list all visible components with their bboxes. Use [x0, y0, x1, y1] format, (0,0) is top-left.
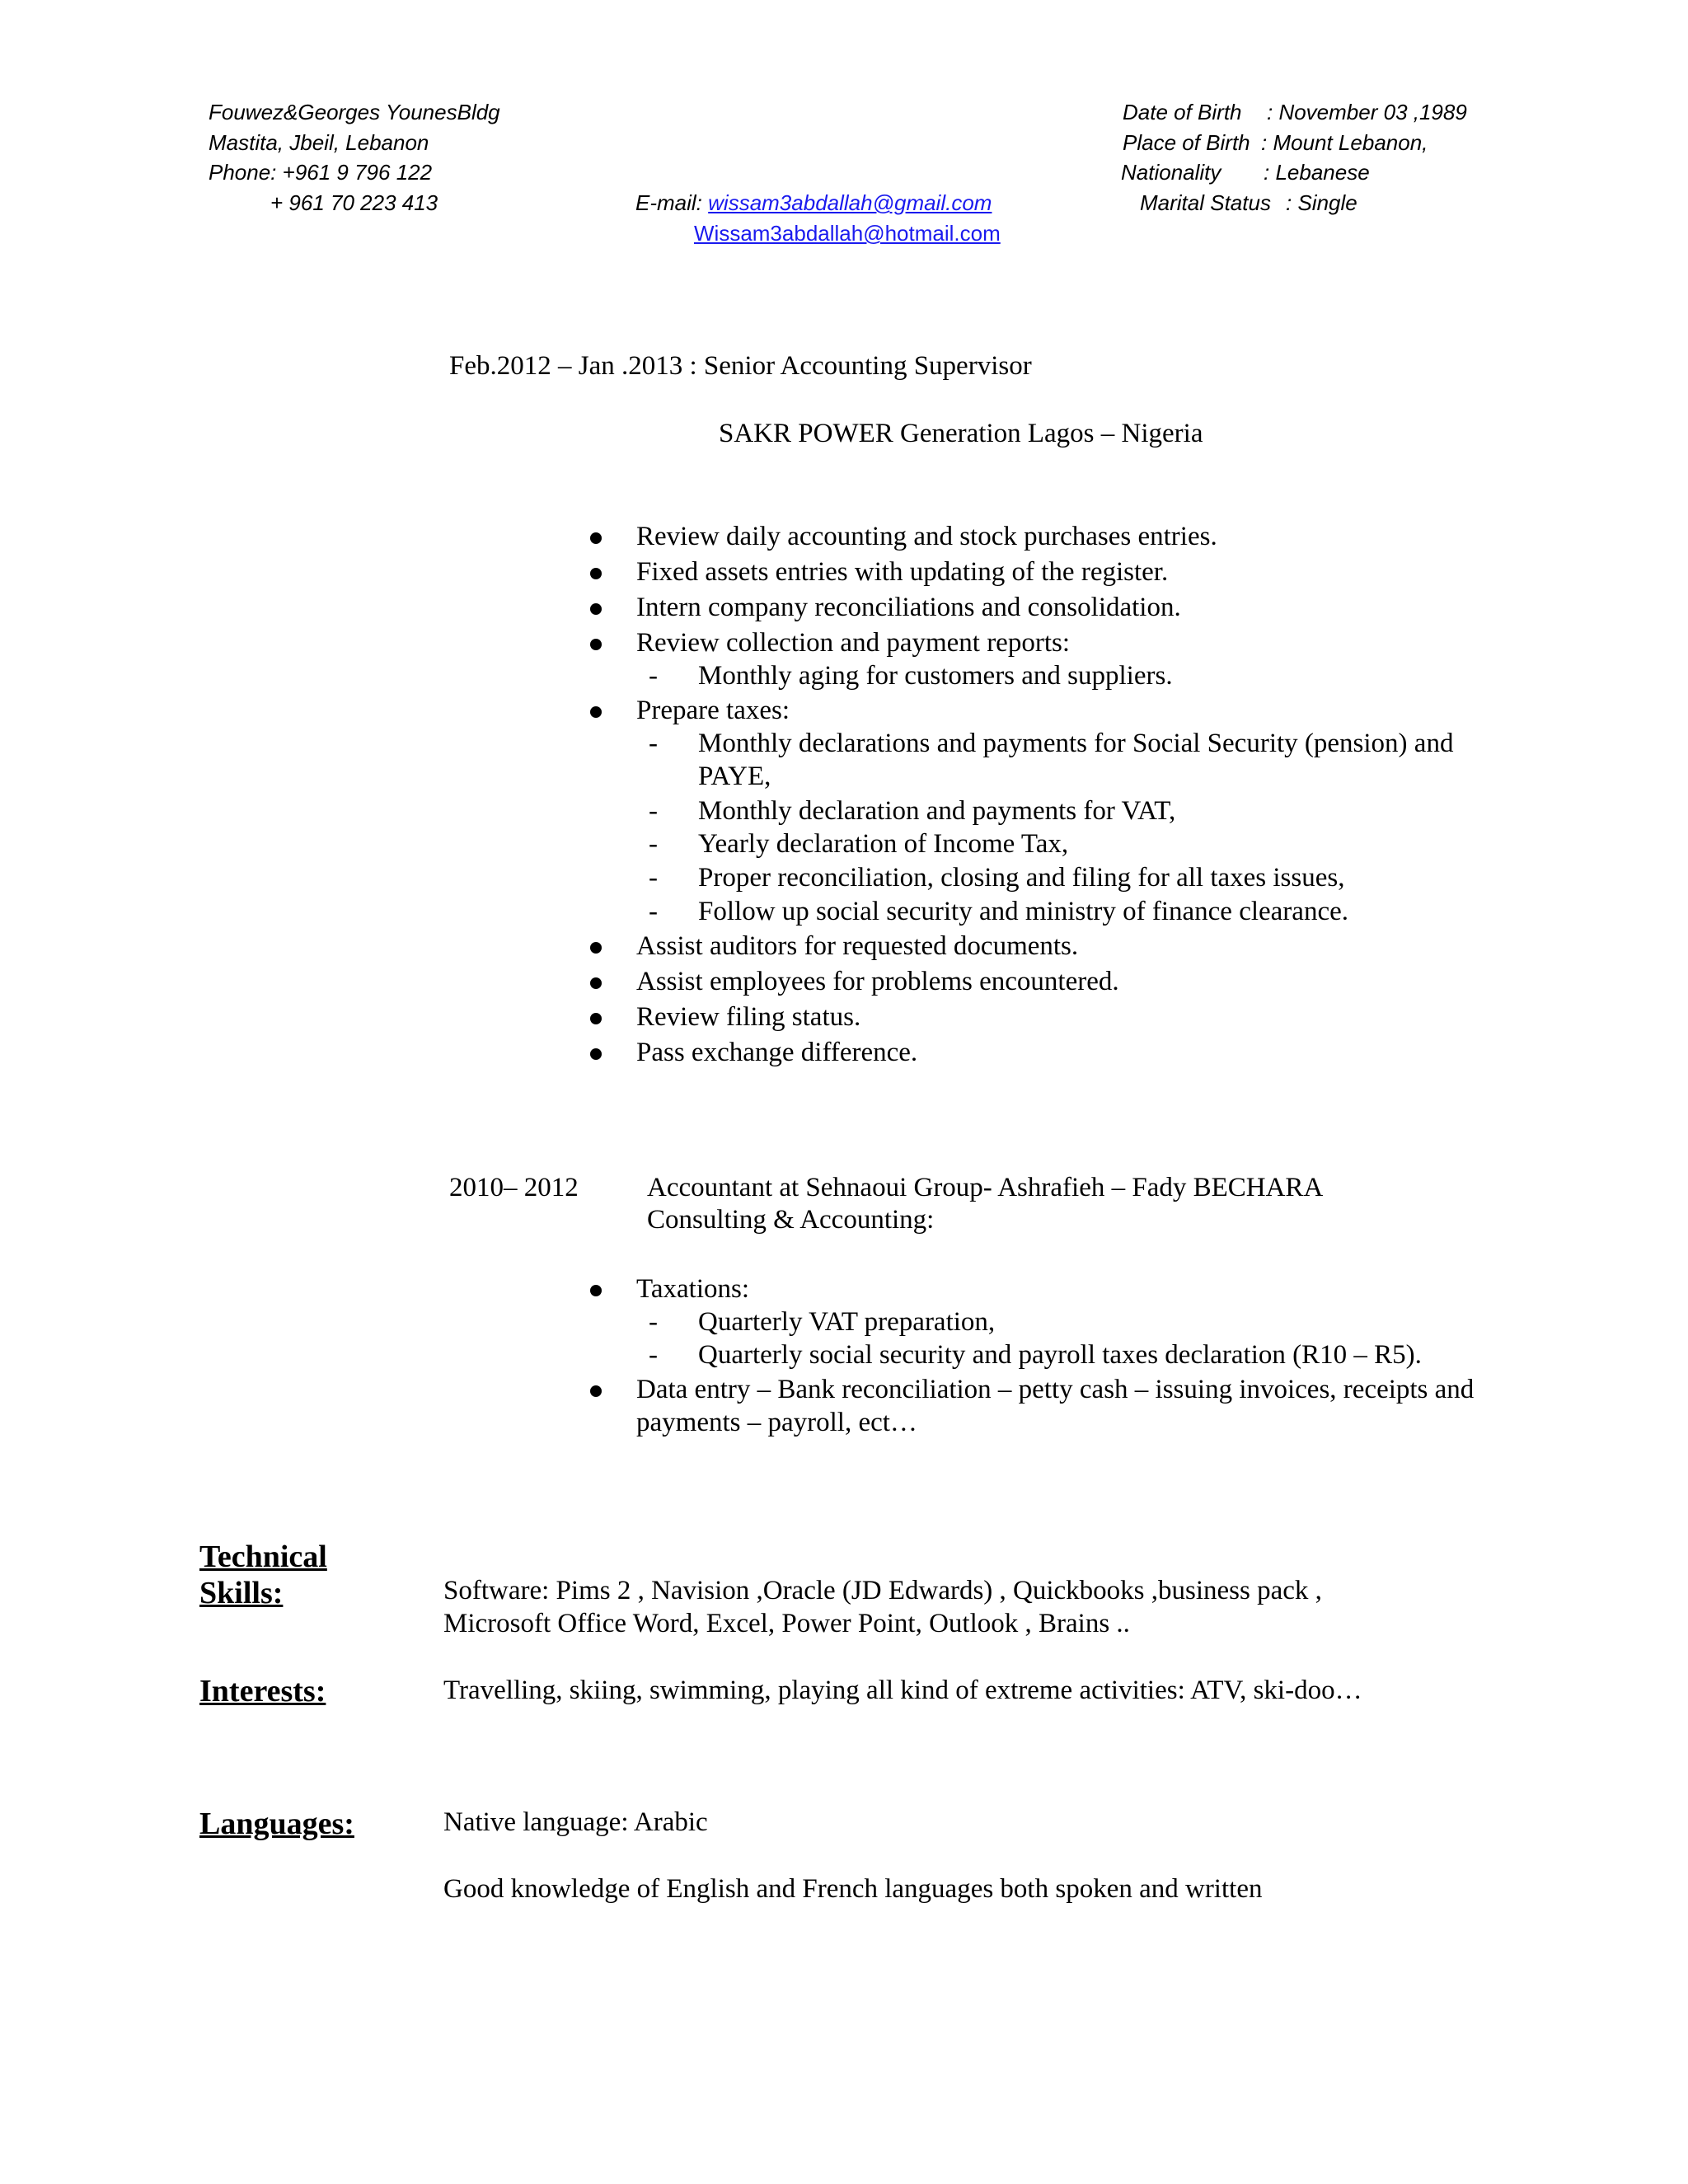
- job1-title: Feb.2012 – Jan .2013 : Senior Accounting Supervisor: [449, 351, 1032, 381]
- bullet-icon: [590, 532, 602, 544]
- email-link-gmail[interactable]: wissam3abdallah@gmail.com: [708, 190, 992, 215]
- bullet-icon: [590, 1048, 602, 1060]
- skills-line-1: Software: Pims 2 , Navision ,Oracle (JD Edwards) , Quickbooks ,business pack ,: [443, 1576, 1322, 1605]
- marital-value: : Single: [1286, 190, 1357, 215]
- technical-skills-heading-1: Technical: [199, 1540, 327, 1574]
- bullet-icon: [590, 603, 602, 615]
- languages-native: Native language: Arabic: [443, 1807, 708, 1837]
- sub-list-item: - Monthly declarations and payments for Social Security (pension) and: [649, 729, 1454, 758]
- pob-label: Place of Birth: [1123, 130, 1250, 155]
- phone-line-1: Phone: +961 9 796 122: [209, 160, 433, 185]
- bullet-icon: [590, 1385, 602, 1397]
- sub-list-item: - Quarterly social security and payroll taxes declaration (R10 – R5).: [649, 1340, 1422, 1370]
- dob-value: : November 03 ,1989: [1267, 100, 1467, 124]
- interests-heading: Interests:: [199, 1674, 326, 1708]
- sub-list-continuation: PAYE,: [698, 762, 771, 791]
- languages-heading: Languages:: [199, 1807, 354, 1841]
- nationality-label: Nationality: [1121, 160, 1221, 185]
- bullet-icon: [590, 1013, 602, 1024]
- dob-label: Date of Birth: [1123, 100, 1242, 124]
- nationality-value: : Lebanese: [1264, 160, 1370, 185]
- job1-company: SAKR POWER Generation Lagos – Nigeria: [719, 419, 1203, 448]
- pob-value: : Mount Lebanon,: [1261, 130, 1428, 155]
- address-line-1: Fouwez&Georges YounesBldg: [209, 100, 500, 124]
- sub-list-item: - Yearly declaration of Income Tax,: [649, 829, 1069, 859]
- sub-list-item: - Monthly declaration and payments for VAT,: [649, 796, 1176, 826]
- sub-list-item: - Proper reconciliation, closing and filing for all taxes issues,: [649, 863, 1345, 893]
- sub-list-item: - Quarterly VAT preparation,: [649, 1307, 996, 1337]
- technical-skills-heading-2: Skills:: [199, 1576, 284, 1610]
- email-label: E-mail:: [635, 190, 702, 215]
- bullet-icon: [590, 639, 602, 650]
- job2-period: 2010– 2012: [449, 1173, 579, 1202]
- email-block: [635, 188, 992, 218]
- phone-line-2: + 961 70 223 413: [270, 190, 438, 215]
- interests-text: Travelling, skiing, swimming, playing all kind of extreme activities: ATV, ski-doo…: [443, 1675, 1362, 1705]
- bullet-icon: [590, 977, 602, 989]
- job2-title-line-1: Accountant at Sehnaoui Group- Ashrafieh – Fady BECHARA: [647, 1173, 1324, 1202]
- bullet-icon: [590, 1285, 602, 1296]
- sub-list-item: - Monthly aging for customers and suppliers.: [649, 661, 1173, 691]
- address-line-2: Mastita, Jbeil, Lebanon: [209, 130, 429, 155]
- skills-line-2: Microsoft Office Word, Excel, Power Point, Outlook , Brains ..: [443, 1609, 1130, 1638]
- bullet-icon: [590, 568, 602, 579]
- email-block-2: [694, 218, 1001, 248]
- email-link-hotmail[interactable]: Wissam3abdallah@hotmail.com: [694, 221, 1001, 246]
- bullet-icon: [590, 706, 602, 718]
- languages-other: Good knowledge of English and French languages both spoken and written: [443, 1874, 1263, 1904]
- job2-title-line-2: Consulting & Accounting:: [647, 1205, 935, 1235]
- bullet-icon: [590, 942, 602, 954]
- sub-list-item: - Follow up social security and ministry of finance clearance.: [649, 897, 1348, 926]
- marital-label: Marital Status: [1140, 190, 1271, 215]
- list-item-continuation: payments – payroll, ect…: [636, 1408, 917, 1437]
